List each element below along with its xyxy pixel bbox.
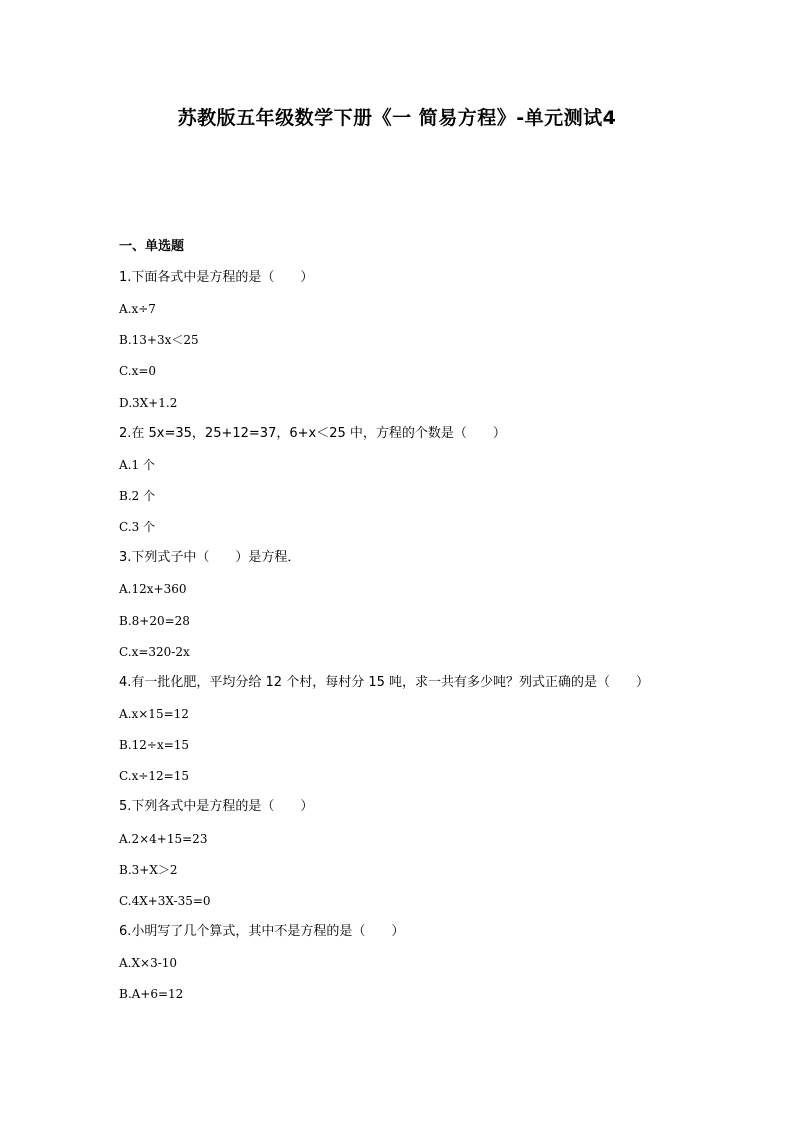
question-6 [119,921,699,1005]
question-3 [119,547,699,662]
answer-option: D.3X+1.2 [119,395,178,410]
question-text: 3.下列式子中（ ）是方程． [119,550,301,566]
answer-option: C.4X+3X-35=0 [119,893,211,908]
answer-option: A.X×3-10 [119,956,178,971]
answer-option: A.12x+360 [119,582,187,597]
question-2 [119,423,699,538]
answer-option: C.x=0 [119,364,157,379]
question-4 [119,672,699,787]
answer-option: B.13+3x＜25 [119,333,199,348]
answer-option: A.x÷7 [119,302,156,317]
document-body [119,236,699,1014]
question-text: 4.有一批化肥，平均分给 12 个村，每村分 15 吨，求一共有多少吨？列式正确的是（ ） [119,674,650,690]
answer-option: A.1 个 [119,457,155,472]
question-5 [119,796,699,911]
section-heading: 一、单选题 [119,239,185,254]
answer-option: C.x÷12=15 [119,769,189,784]
answer-option: B.12÷x=15 [119,738,190,753]
question-text: 2.在 5x=35，25+12=37，6+x＜25 中，方程的个数是（ ） [119,425,506,441]
answer-option: A.x×15=12 [119,706,189,721]
question-text: 5.下列各式中是方程的是（ ） [119,799,314,815]
question-1 [119,267,699,414]
answer-option: B.8+20=28 [119,613,190,628]
document-title: 苏教版五年级数学下册《一 简易方程》-单元测试4 [177,107,617,129]
answer-option: B.3+X＞2 [119,862,178,877]
answer-option: B.A+6=12 [119,987,184,1002]
question-text: 6.小明写了几个算式，其中不是方程的是（ ） [119,923,405,939]
answer-option: B.2 个 [119,488,156,503]
answer-option: A.2×4+15=23 [119,831,208,846]
answer-option: C.x=320-2x [119,644,190,659]
answer-option: C.3 个 [119,520,156,535]
question-text: 1.下面各式中是方程的是（ ） [119,270,314,285]
